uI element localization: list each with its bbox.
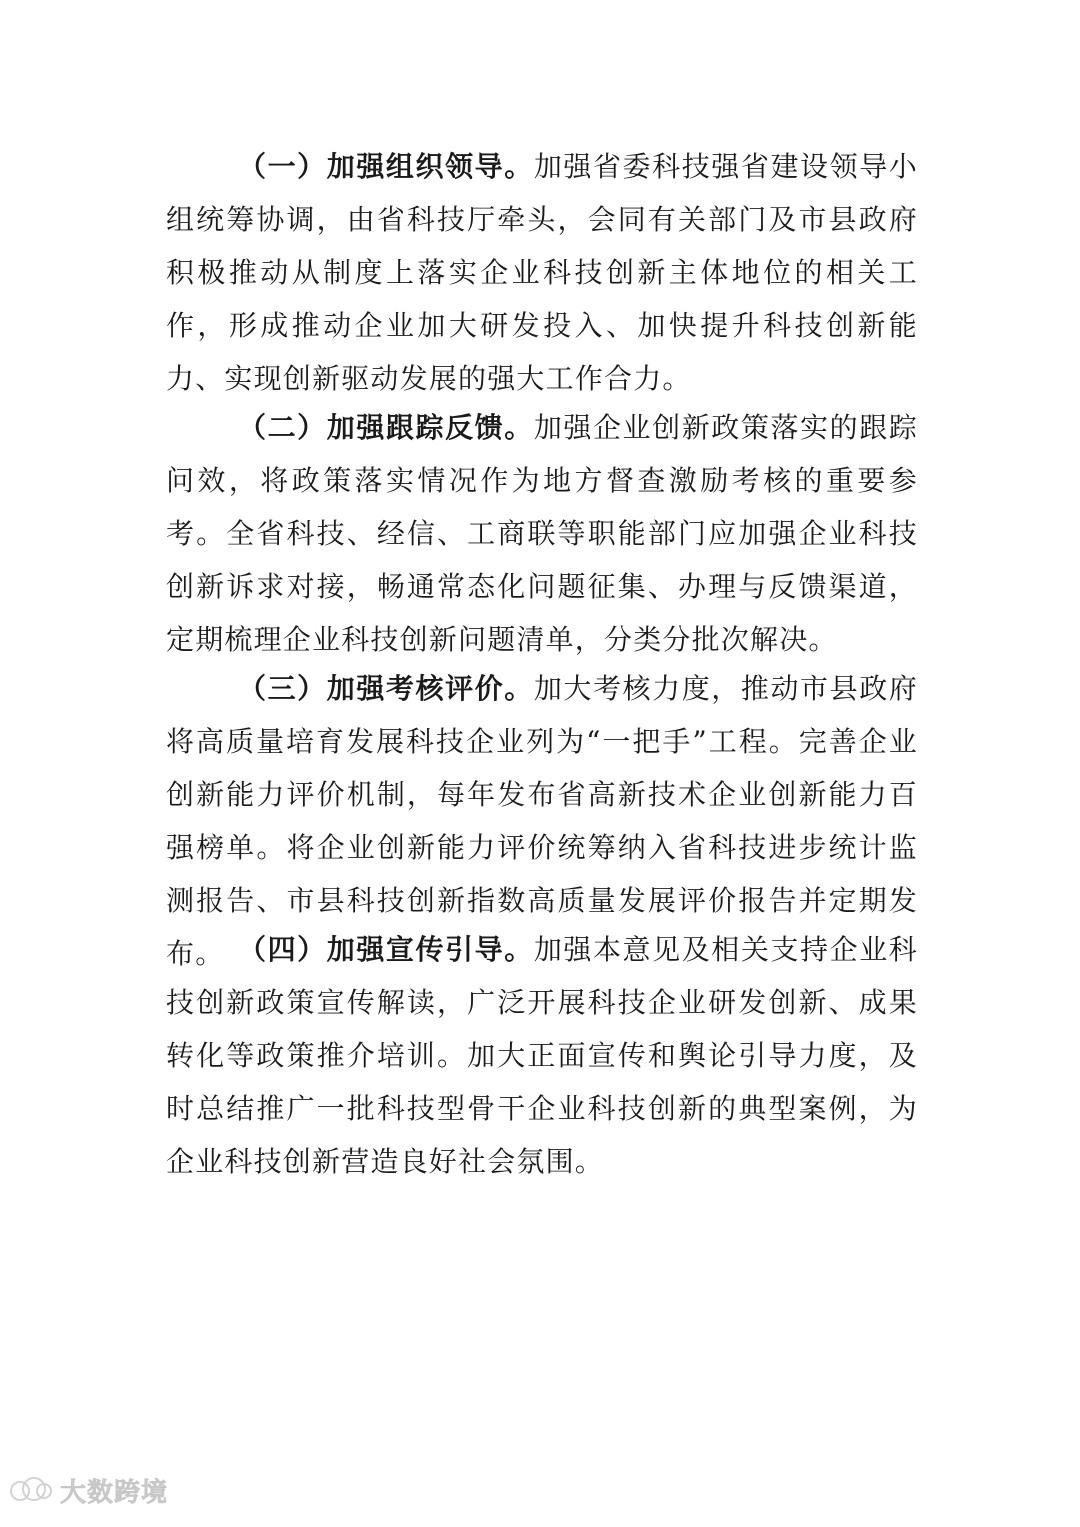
watermark-text: 大数跨境 [60,1477,169,1508]
section-tracking-feedback [166,401,918,666]
section-heading: （一）加强组织领导。 [238,150,534,183]
section-body: 加强企业创新政策落实的跟踪问效，将政策落实情况作为地方督查激励考核的重要参考。全省科技、经信、工商联等职能部门应加强企业科技创新诉求对接，畅通常态化问题征集、办理与反馈渠道，定期梳理企业科技创新问题清单，分类分批次解决。 [166,411,918,656]
section-heading: （三）加强考核评价。 [238,672,534,705]
section-body: 加强本意见及相关支持企业科技创新政策宣传解读，广泛开展科技企业研发创新、成果转化等政策推介培训。加大正面宣传和舆论引导力度，及时总结推广一批科技型骨干企业科技创新的典型案例，为企业科技创新营造良好社会氛围。 [166,933,918,1178]
section-heading: （四）加强宣传引导。 [238,933,534,966]
section-organization-leadership [166,140,918,405]
watermark [10,1470,168,1510]
section-body: 加强省委科技强省建设领导小组统筹协调，由省科技厅牵头，会同有关部门及市县政府积极推动从制度上落实企业科技创新主体地位的相关工作，形成推动企业加大研发投入、加快提升科技创新能力、实现创新驱动发展的强大工作合力。 [166,150,918,395]
section-publicity-guidance [166,923,918,1188]
circles-logo-icon [10,1475,54,1505]
section-body: 加大考核力度，推动市县政府将高质量培育发展科技企业列为“一把手”工程。完善企业创新能力评价机制，每年发布省高新技术企业创新能力百强榜单。将企业创新能力评价统筹纳入省科技进步统计监测报告、市县科技创新指数高质量发展评价报告并定期发布。 [166,672,918,970]
section-heading: （二）加强跟踪反馈。 [238,411,534,444]
